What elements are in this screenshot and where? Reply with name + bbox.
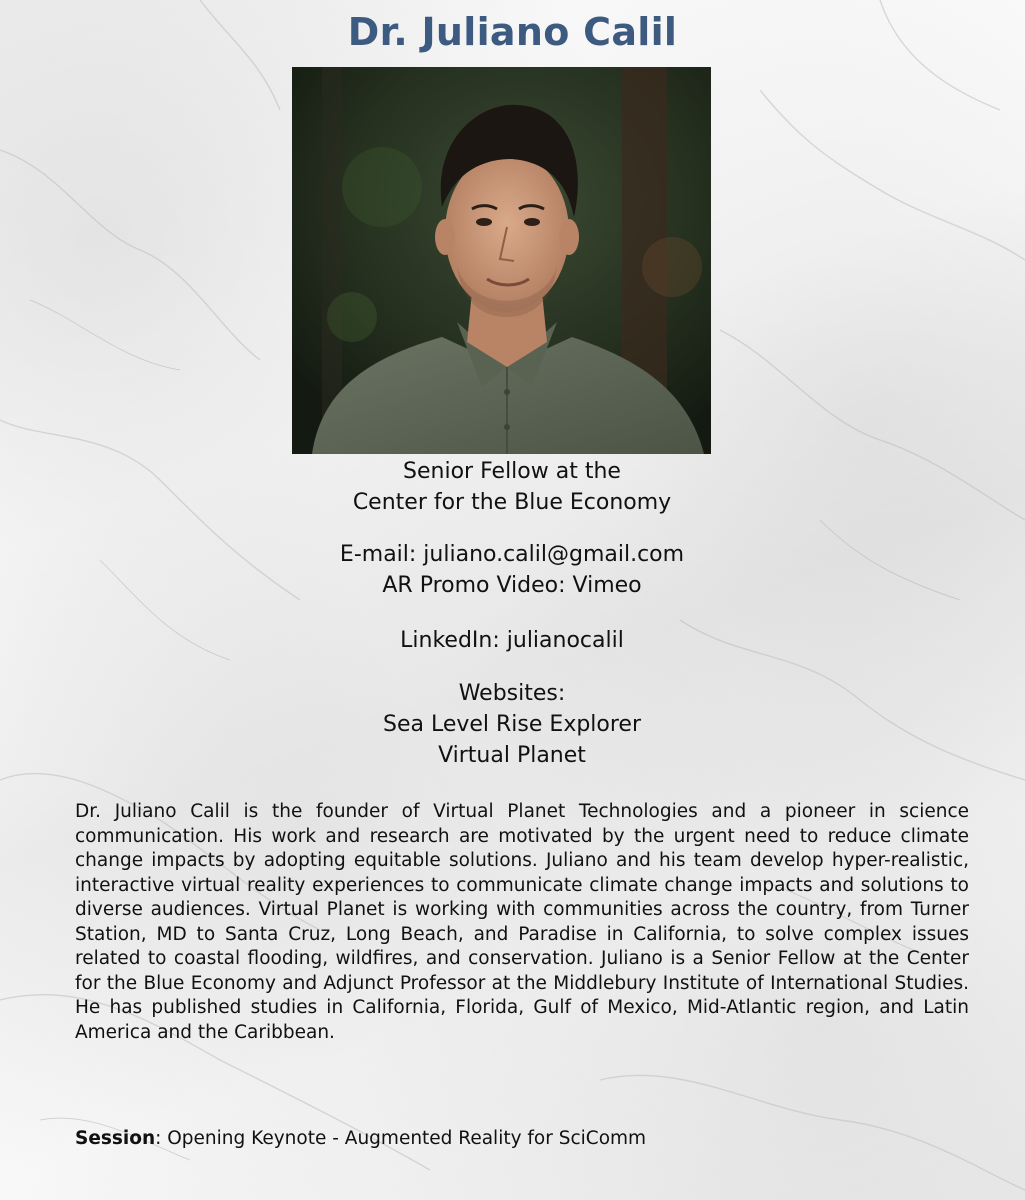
- role-block: [212, 456, 812, 518]
- role-line-2: Center for the Blue Economy: [352, 490, 672, 515]
- website-link-virtual-planet[interactable]: Virtual Planet: [438, 743, 586, 768]
- websites-block: [212, 678, 812, 771]
- session-text: : Opening Keynote - Augmented Reality for SciComm: [155, 1128, 647, 1149]
- session-label: Session: [75, 1128, 156, 1149]
- promo-video-link[interactable]: AR Promo Video: Vimeo: [382, 573, 642, 598]
- session-line: [75, 1127, 969, 1151]
- role-line-1: Senior Fellow at the: [403, 459, 621, 484]
- email-link[interactable]: E-mail: juliano.calil@gmail.com: [339, 542, 685, 567]
- portrait-photo: [292, 67, 711, 454]
- websites-heading: Websites:: [458, 681, 566, 706]
- linkedin-link[interactable]: LinkedIn: julianocalil: [400, 628, 624, 653]
- contact-block: [212, 539, 812, 601]
- page-title: Dr. Juliano Calil: [347, 10, 678, 54]
- bio-paragraph: Dr. Juliano Calil is the founder of Virtual Planet Technologies and a pioneer in science communication. His work and research are motivated by the urgent need to reduce climate change impacts by adopting equitable solutions. Juliano and his team develop hyper-realistic, interactive virtual reality experiences to communicate climate change impacts and solutions to diverse audiences. Virtual Planet is working with communities across the country, from Turner Station, MD to Santa Cruz, Long Beach, and Paradise in California, to solve complex issues related to coastal flooding, wildfires, and conservation. Juliano is a Senior Fellow at the Center for the Blue Economy and Adjunct Professor at the Middlebury Institute of International Studies. He has published studies in California, Florida, Gulf of Mexico, Mid-Atlantic region, and Latin America and the Caribbean.: [75, 801, 969, 1043]
- website-link-sea-level-rise-explorer[interactable]: Sea Level Rise Explorer: [382, 712, 642, 737]
